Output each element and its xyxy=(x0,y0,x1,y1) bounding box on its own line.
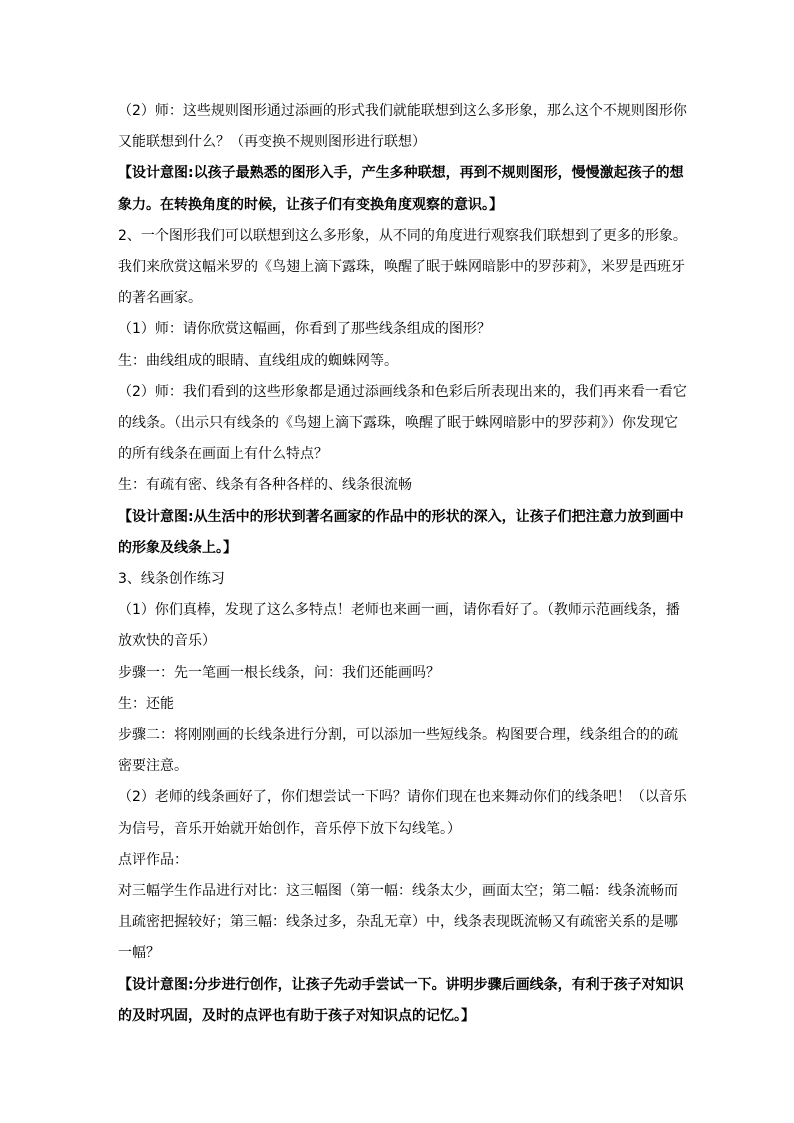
design-intent-paragraph: 【设计意图:以孩子最熟悉的图形入手，产生多种联想，再到不规则图形，慢慢激起孩子的想象力。在转换角度的时候，让孩子们有变换角度观察的意识。】 xyxy=(118,165,684,213)
teacher-prompt-paragraph: （2）老师的线条画好了，你们想尝试一下吗？请你们现在也来舞动你们的线条吧！（以音乐为信号，音乐开始就开始创作，音乐停下放下勾线笔。） xyxy=(118,789,687,837)
review-heading: 点评作品： xyxy=(118,851,188,868)
comparison-paragraph: 对三幅学生作品进行对比：这三幅图（第一幅：线条太少，画面太空；第二幅：线条流畅而且疏密把握较好；第三幅：线条过多，杂乱无章）中，线条表现既流畅又有疏密关系的是哪一幅？ xyxy=(118,883,678,962)
step-one-paragraph: 步骤一：先一笔画一根长线条，问：我们还能画吗？ xyxy=(118,664,440,681)
document-page xyxy=(118,96,688,1032)
teacher-question-paragraph: （2）师：这些规则图形通过添画的形式我们就能联想到这么多形象，那么这个不规则图形你又能联想到什么？（再变换不规则图形进行联想） xyxy=(118,103,687,151)
design-intent-paragraph: 【设计意图:分步进行创作，让孩子先动手尝试一下。讲明步骤后画线条，有利于孩子对知识的及时巩固，及时的点评也有助于孩子对知识点的记忆。】 xyxy=(118,976,684,1024)
student-answer-paragraph: 生：曲线组成的眼睛、直线组成的蜘蛛网等。 xyxy=(118,352,398,369)
teacher-question-paragraph: （2）师：我们看到的这些形象都是通过添画线条和色彩后所表现出来的，我们再来看一看它的线条。（出示只有线条的《鸟翅上滴下露珠，唤醒了眠于蛛网暗影中的罗莎莉》）你发现它的所有线条在画面上有什么特点？ xyxy=(118,383,687,463)
student-answer-paragraph: 生：有疏有密、线条有各种各样的、线条很流畅 xyxy=(118,477,412,494)
step-two-paragraph: 步骤二：将刚刚画的长线条进行分割，可以添加一些短线条。构图要合理，线条组合的的疏密要注意。 xyxy=(118,727,678,775)
teacher-demo-paragraph: （1）你们真棒，发现了这么多特点！老师也来画一画，请你看好了。（教师示范画线条，播放欢快的音乐） xyxy=(118,602,680,650)
design-intent-paragraph: 【设计意图:从生活中的形状到著名画家的作品中的形状的深入，让孩子们把注意力放到画中的形象及线条上。】 xyxy=(118,508,684,556)
section-2-intro-paragraph: 2、一个图形我们可以联想到这么多形象，从不同的角度进行观察我们联想到了更多的形象。我们来欣赏这幅米罗的《鸟翅上滴下露珠，唤醒了眠于蛛网暗影中的罗莎莉》，米罗是西班牙的著名画家。 xyxy=(118,227,687,307)
section-3-heading: 3、线条创作练习 xyxy=(118,571,225,588)
student-answer-paragraph: 生：还能 xyxy=(118,695,174,712)
teacher-question-paragraph: （1）师：请你欣赏这幅画，你看到了那些线条组成的图形？ xyxy=(118,321,491,338)
